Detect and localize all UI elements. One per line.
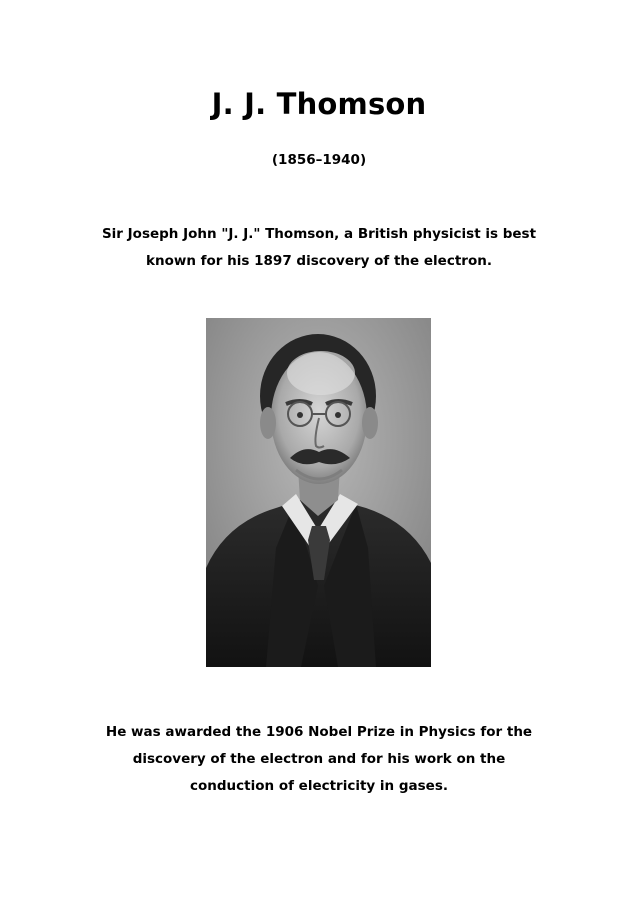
intro-paragraph	[90, 221, 548, 275]
award-paragraph	[90, 719, 548, 800]
award-line-2: discovery of the electron and for his work on the	[132, 751, 506, 767]
portrait-image	[206, 318, 431, 667]
award-line-3: conduction of electricity in gases.	[189, 778, 448, 794]
portrait-photo	[206, 318, 431, 667]
life-dates: (1856–1940)	[271, 152, 367, 168]
intro-line-2: known for his 1897 discovery of the electron.	[146, 253, 492, 269]
award-line-1: He was awarded the 1906 Nobel Prize in Physics for the	[105, 724, 533, 740]
page-title: J. J. Thomson	[211, 87, 427, 121]
intro-line-1: Sir Joseph John "J. J." Thomson, a British physicist is best	[101, 226, 537, 242]
